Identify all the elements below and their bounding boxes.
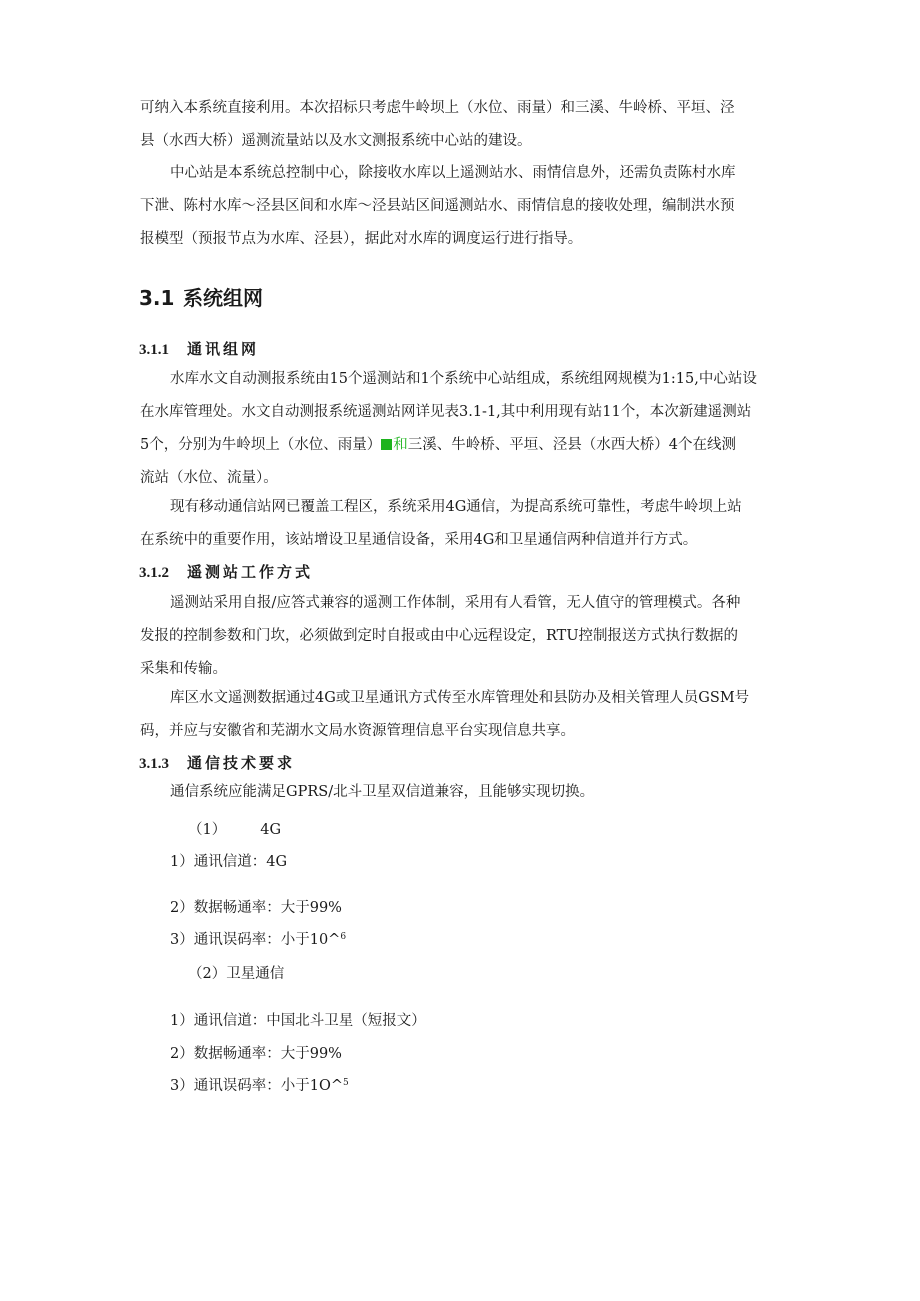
group-heading-satellite: （2）卫星通信 [188, 966, 285, 982]
center-station-paragraph [140, 157, 780, 256]
telemetry-mode-paragraph [140, 587, 780, 686]
text-line: 库区水文遥测数据通过4G或卫星通讯方式传至水库管理处和县防办及相关管理人员GSM号 [170, 690, 750, 706]
text-line: 下泄、陈村水库～泾县区间和水库～泾县站区间遥测站水、雨情信息的接收处理，编制洪水预 [140, 198, 735, 214]
text-line: 中心站是本系统总控制中心，除接收水库以上遥测站水、雨情信息外，还需负责陈村水库 [170, 165, 736, 181]
communication-paragraph [140, 491, 780, 557]
superscript: 5 [343, 1078, 349, 1088]
data-sharing-paragraph [140, 682, 780, 748]
list-item: 1）通讯信道：4G [170, 854, 288, 870]
text-line: 可纳入本系统直接利用。本次招标只考虑牛岭坝上（水位、雨量）和三溪、牛岭桥、平垣、泾 [140, 100, 735, 116]
text-line: 在水库管理处。水文自动测报系统遥测站网详见表3.1-1,其中利用现有站11个，本次新建遥测站 [140, 404, 752, 420]
text-segment: 三溪、牛岭桥、平垣、泾县（水西大桥）4个在线测 [407, 437, 736, 453]
list-item [170, 1074, 349, 1095]
network-paragraph [140, 363, 780, 495]
section-number: 3.1.2 [139, 565, 169, 581]
list-item-text: 3）通讯误码率：小于10^ [170, 932, 341, 948]
section-title: 遥测站工作方式 [187, 563, 314, 581]
highlighted-text: 和 [393, 437, 408, 453]
group-heading-4g [188, 818, 281, 839]
text-line [140, 429, 780, 462]
list-item-text: 3）通讯误码率：小于1O^ [170, 1078, 343, 1094]
section-heading-3-1-2 [139, 561, 313, 582]
list-item [170, 928, 346, 949]
text-line: 采集和传输。 [140, 661, 227, 677]
group-number: （1） [188, 822, 227, 838]
section-heading-3-1-3 [139, 752, 295, 773]
text-line: 县（水西大桥）遥测流量站以及水文测报系统中心站的建设。 [140, 133, 532, 149]
section-title: 通信技术要求 [187, 754, 296, 772]
text-line: 码，并应与安徽省和芜湖水文局水资源管理信息平台实现信息共享。 [140, 723, 575, 739]
list-item: 2）数据畅通率：大于99% [170, 900, 342, 916]
section-title: 通讯组网 [187, 340, 260, 358]
list-item: 1）通讯信道：中国北斗卫星（短报文） [170, 1013, 426, 1029]
text-line: 现有移动通信站网已覆盖工程区，系统采用4G通信，为提高系统可靠性，考虑牛岭坝上站 [170, 499, 742, 515]
section-number: 3.1 [139, 286, 175, 310]
section-heading-3-1-1 [139, 338, 259, 359]
list-item: 2）数据畅通率：大于99% [170, 1046, 342, 1062]
text-line: 报模型（预报节点为水库、泾县），据此对水库的调度运行进行指导。 [140, 231, 583, 247]
comm-requirements-intro [140, 776, 780, 809]
intro-paragraph [140, 92, 780, 158]
text-line: 遥测站采用自报/应答式兼容的遥测工作体制，采用有人看管，无人值守的管理模式。各种 [170, 595, 741, 611]
text-line: 在系统中的重要作用，该站增设卫星通信设备，采用4G和卫星通信两种信道并行方式。 [140, 532, 698, 548]
text-segment: 5个，分别为牛岭坝上（水位、雨量） [140, 437, 382, 453]
group-title: 4G [260, 822, 282, 838]
section-number: 3.1.1 [139, 342, 169, 358]
text-line: 流站（水位、流量）。 [140, 470, 278, 486]
text-line: 通信系统应能满足GPRS/北斗卫星双信道兼容，且能够实现切换。 [170, 784, 595, 800]
section-heading-3-1 [139, 282, 263, 311]
section-number: 3.1.3 [139, 756, 169, 772]
highlight-marker [381, 439, 392, 450]
text-line: 发报的控制参数和门坎，必须做到定时自报或由中心远程设定，RTU控制报送方式执行数据的 [140, 628, 739, 644]
section-title: 系统组网 [183, 286, 263, 310]
superscript: 6 [340, 932, 347, 942]
text-line: 水库水文自动测报系统由15个遥测站和1个系统中心站组成，系统组网规模为1:15,中心站设 [170, 371, 757, 387]
